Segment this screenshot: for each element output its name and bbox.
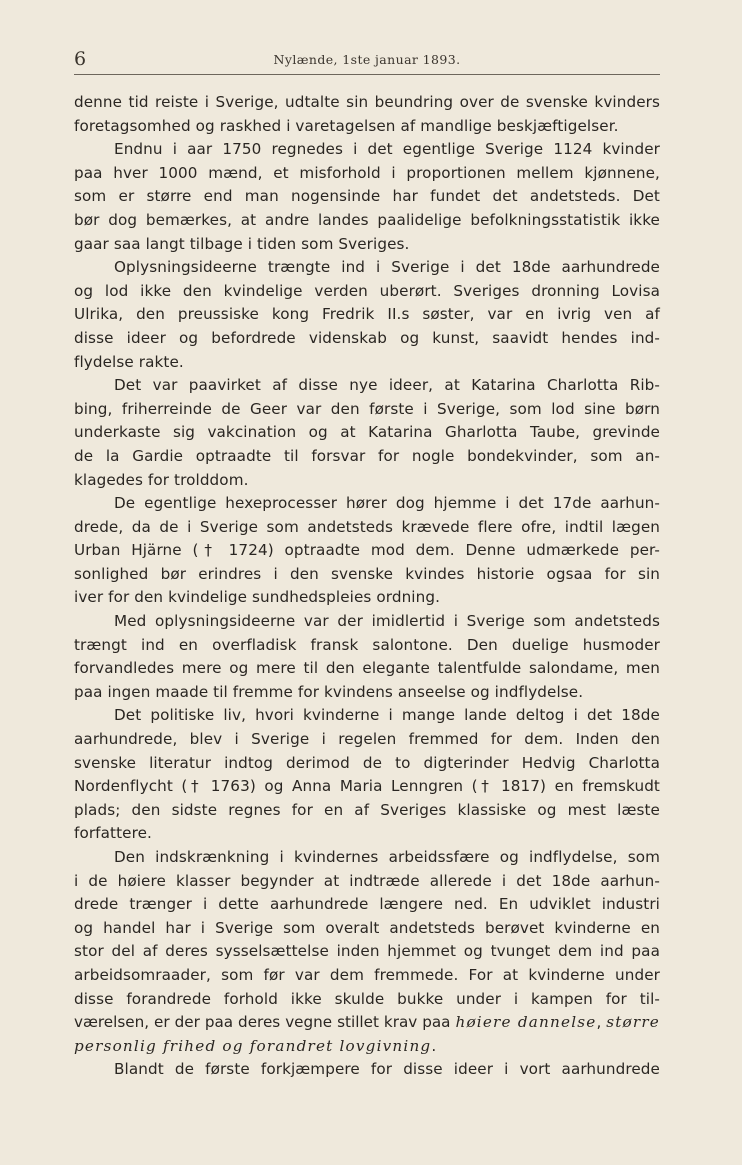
text-line: bør dog bemærkes, at andre landes paalidelige befolkningsstatistik ikke — [74, 210, 660, 229]
text-line: Blandt de første forkjæmpere for disse ideer i vort aarhundrede — [114, 1060, 660, 1079]
text-line: sonlighed bør erindres i den svenske kvindes historie ogsaa for sin — [74, 564, 660, 583]
text-line: paa hver 1000 mænd, et misforhold i proportionen mellem kjønnene, — [74, 163, 660, 182]
text-line: i de høiere klasser begynder at indtræde allerede i det 18de aarhun- — [74, 871, 660, 890]
text-line: arbeidsomraader, som før var dem fremmede. For at kvinderne under — [74, 965, 660, 984]
text-line: og handel har i Sverige som overalt andetsteds berøvet kvinderne en — [74, 918, 660, 937]
text-line: trængt ind en overfladisk fransk salontone. Den duelige husmoder — [74, 635, 660, 654]
text-line: og lod ikke den kvindelige verden uberørt. Sveriges dronning Lovisa — [74, 281, 660, 300]
text-line: som er større end man nogensinde har fundet det andetsteds. Det — [74, 187, 660, 206]
text-line: stor del af deres sysselsættelse inden hjemmet og tvunget dem ind paa — [74, 942, 660, 961]
text-line: klagedes for trolddom. — [74, 470, 249, 489]
comma: , — [596, 1013, 602, 1032]
text-line: Den indskrænkning i kvindernes arbeidssfære og indflydelse, som — [114, 848, 660, 866]
text-line: plads; den sidste regnes for en af Sveriges klassiske og mest læste — [74, 800, 660, 819]
text-line: De egentlige hexeprocesser hører dog hjemme i det 17de aarhun- — [114, 494, 660, 513]
emphasis-personlig-frihed: personlig frihed og forandret lovgivning — [74, 1036, 432, 1055]
text-line: Ulrika, den preussiske kong Fredrik II.s søster, var en ivrig ven af — [74, 305, 660, 324]
text-line: foretagsomhed og raskhed i varetagelsen af mandlige beskjæftigelser. — [74, 116, 619, 135]
page-number: 6 — [74, 48, 87, 70]
text-line — [74, 1035, 660, 1059]
emphasis-storre: større — [606, 1013, 660, 1032]
text-line: drede trænger i dette aarhundrede længere ned. En udviklet industri — [74, 895, 660, 914]
text-line: paa ingen maade til fremme for kvindens anseelse og indflydelse. — [74, 682, 584, 701]
text-line: aarhundrede, blev i Sverige i regelen fremmed for dem. Inden den — [74, 730, 660, 749]
period: . — [431, 1036, 437, 1055]
text-line: Urban Hjärne († 1724) optraadte mod dem. Denne udmærkede per- — [74, 541, 660, 560]
text-line: forvandledes mere og mere til den elegante talentfulde salondame, men — [74, 659, 660, 678]
text-line: Det politiske liv, hvori kvinderne i mange lande deltog i det 18de — [114, 706, 660, 725]
text-line: bing, friherreinde de Geer var den første i Sverige, som lod sine børn — [74, 399, 660, 418]
text-line: iver for den kvindelige sundhedspleies ordning. — [74, 588, 441, 607]
text-line: drede, da de i Sverige som andetsteds krævede flere ofre, indtil lægen — [74, 517, 660, 536]
text-line: disse forandrede forhold ikke skulde bukke under i kampen for til- — [74, 989, 660, 1008]
text-line — [74, 1011, 660, 1035]
text-line: Endnu i aar 1750 regnedes i det egentlige Sverige 1124 kvinder — [114, 140, 660, 159]
page-header — [74, 48, 660, 75]
text-line: disse ideer og befordrede videnskab og kunst, saavidt hendes ind- — [74, 328, 660, 347]
text-line: Med oplysningsideerne var der imidlertid i Sverige som andetsteds — [114, 612, 660, 631]
text-line: Det var paavirket af disse nye ideer, at Katarina Charlotta Rib- — [114, 376, 660, 395]
text-line: underkaste sig vakcination og at Katarina Gharlotta Taube, grevinde — [74, 423, 660, 442]
text-line: forfattere. — [74, 824, 152, 843]
text-line: flydelse rakte. — [74, 352, 184, 371]
text-line: denne tid reiste i Sverige, udtalte sin beundring over de svenske kvinders — [74, 93, 660, 111]
emphasis-hoiere-dannelse: høiere dannelse — [455, 1013, 597, 1032]
text-line: Oplysningsideerne trængte ind i Sverige i det 18de aarhundrede — [114, 258, 660, 277]
text-line: svenske literatur indtog derimod de to digterinder Hedvig Charlotta — [74, 753, 660, 772]
running-head: Nylænde, 1ste januar 1893. — [273, 52, 461, 67]
text-line: Nordenflycht († 1763) og Anna Maria Lenngren († 1817) en fremskudt — [74, 777, 660, 796]
text-line: gaar saa langt tilbage i tiden som Sveriges. — [74, 234, 410, 253]
text-line: de la Gardie optraadte til forsvar for nogle bondekvinder, som an- — [74, 446, 660, 465]
text-line-start: værelsen, er der paa deres vegne stillet krav paa — [74, 1013, 451, 1032]
body-text — [74, 91, 660, 1082]
